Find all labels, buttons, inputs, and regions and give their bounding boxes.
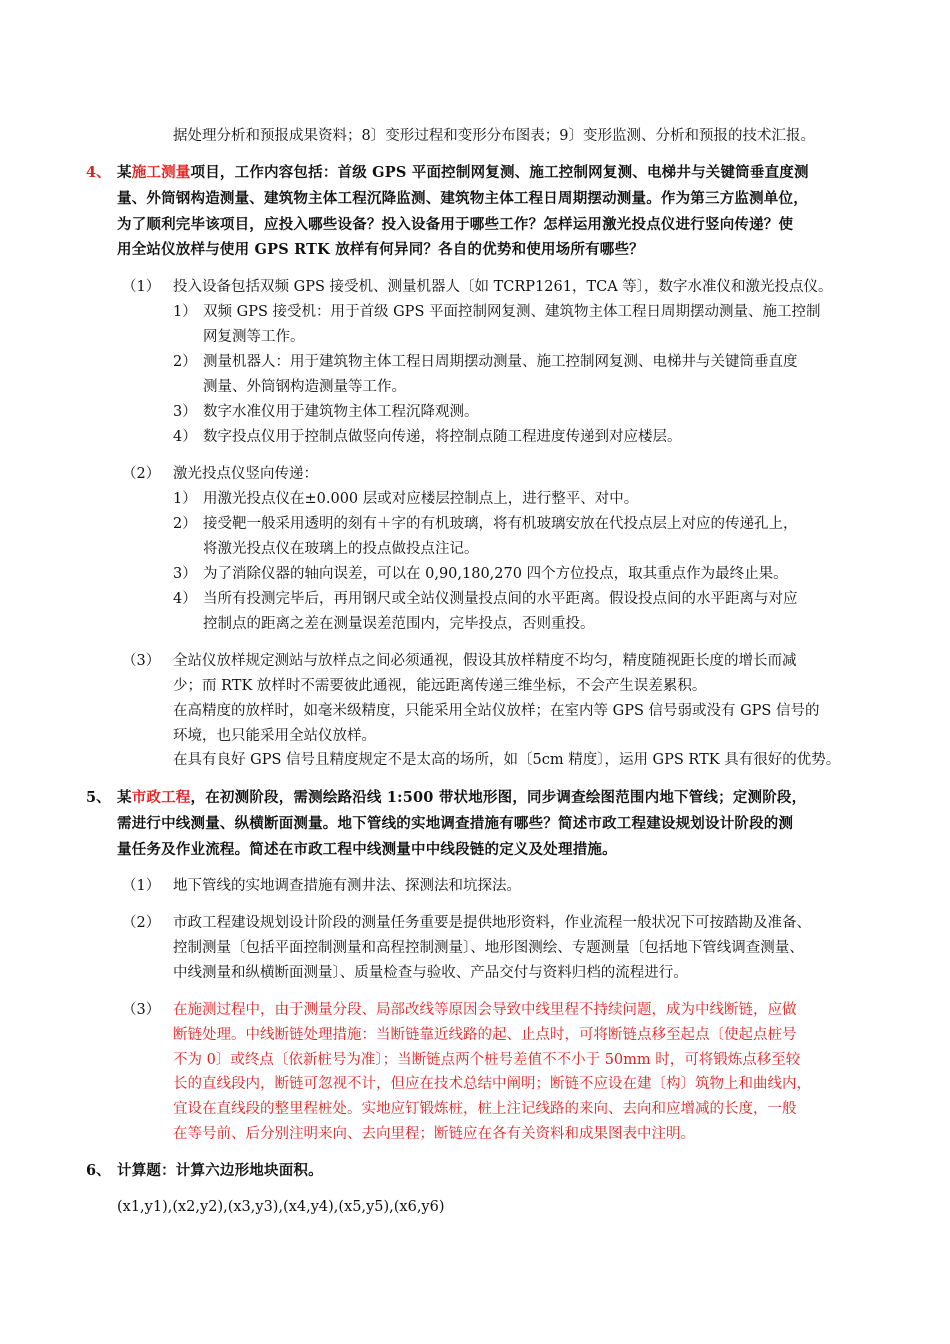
q4-a1-item-1-num: 1） (173, 304, 197, 320)
q4-line-1 (117, 163, 809, 183)
q5-a3-line-4: 长的直线段内，断链可忽视不计，但应在技术总结中阐明；断链不应设在建〔构〕筑物上和曲线内， (173, 1076, 811, 1092)
q4-a2-label: （2） (122, 466, 161, 482)
q5-a1-label: （1） (122, 878, 161, 894)
q4-a2-item-2-line-2: 将激光投点仪在玻璃上的投点做投点注记。 (203, 541, 479, 557)
q4-number: 4、 (86, 164, 111, 181)
q4-a1-item-4-num: 4） (173, 429, 197, 445)
q4-a2-item-1-line-1: 用激光投点仪在±0.000 层或对应楼层控制点上，进行整平、对中。 (203, 491, 639, 507)
q5-a3-line-5: 宜设在直线段的整里程桩处。实地应钉锻炼桩，桩上注记线路的来向、去向和应增减的长度，一般 (173, 1101, 797, 1117)
q4-a1-intro: 投入设备包括双频 GPS 接受机、测量机器人〔如 TCRP1261，TCA 等〕，数字水准仪和激光投点仪。 (173, 279, 833, 295)
q5-a2-line-3: 中线测量和纵横断面测量〕、质量检查与验收、产品交付与资料归档的流程进行。 (173, 965, 688, 981)
q6-number: 6、 (86, 1162, 111, 1179)
q4-a1-item-2-line-1: 测量机器人：用于建筑物主体工程日周期摆动测量、施工控制网复测、电梯井与关键筒垂直度 (203, 354, 798, 370)
q4-a2-item-3-num: 3） (173, 566, 197, 582)
q4-a3-line-2: 少；而 RTK 放样时不需要彼此通视，能远距离传递三维坐标，不会产生误差累积。 (173, 678, 707, 694)
q4-a2-item-4-line-1: 当所有投测完毕后，再用钢尺或全站仪测量投点间的水平距离。假设投点间的水平距离与对应 (203, 591, 798, 607)
q6-title: 计算题：计算六边形地块面积。 (117, 1162, 323, 1179)
q5-a1-line-1: 地下管线的实地调查措施有测井法、探测法和坑探法。 (173, 878, 521, 894)
q5-prefix: 某 (117, 789, 132, 806)
q4-line-3: 为了顺利完毕该项目，应投入哪些设备？投入设备用于哪些工作？怎样运用激光投点仪进行竖向传递？使 (117, 216, 794, 233)
q5-line-2: 需进行中线测量、纵横断面测量。地下管线的实地调查措施有哪些？简述市政工程建设规划设计阶段的测 (117, 815, 794, 832)
q6-coords: (x1,y1),(x2,y2),(x3,y3),(x4,y4),(x5,y5),(x6,y6) (117, 1199, 445, 1215)
q5-highlight: 市政工程 (131, 789, 191, 806)
q4-a2-item-2-line-1: 接受靶一般采用透明的刻有＋字的有机玻璃，将有机玻璃安放在代投点层上对应的传递孔上， (203, 516, 798, 532)
q4-a1-item-3-num: 3） (173, 404, 197, 420)
q4-a2-item-2-num: 2） (173, 516, 197, 532)
q4-a1-item-2-line-2: 测量、外筒钢构造测量等工作。 (203, 379, 406, 395)
q5-a3-label: （3） (122, 1002, 161, 1018)
q4-a1-item-2-num: 2） (173, 354, 197, 370)
q4-a2-item-1-num: 1） (173, 491, 197, 507)
q4-a2-item-3-line-1: 为了消除仪器的轴向误差，可以在 0,90,180,270 四个方位投点，取其重点作为最终止果。 (203, 566, 788, 582)
q4-line-4: 用全站仪放样与使用 GPS RTK 放样有何异同？各自的优势和使用场所有哪些？ (117, 241, 644, 258)
q4-a1-label: （1） (122, 279, 161, 295)
q4-a3-label: （3） (122, 653, 161, 669)
q4-a3-line-5: 在具有良好 GPS 信号且精度规定不是太高的场所，如〔5cm 精度〕，运用 GPS RTK 具有很好的优势。 (173, 752, 841, 768)
q5-text-1: ，在初测阶段，需测绘路沿线 1:500 带状地形图，同步调查绘图范围内地下管线；定测阶段， (190, 789, 807, 806)
q4-a3-line-1: 全站仪放样规定测站与放样点之间必须通视，假设其放样精度不均匀，精度随视距长度的增长而减 (173, 653, 797, 669)
q4-a2-item-4-line-2: 控制点的距离之差在测量误差范围内，完毕投点，否则重投。 (203, 616, 595, 632)
q4-a2-item-4-num: 4） (173, 591, 197, 607)
q4-a1-item-3-line-1: 数字水准仪用于建筑物主体工程沉降观测。 (203, 404, 479, 420)
q4-a1-item-1-line-2: 网复测等工作。 (203, 329, 305, 345)
q5-a3-line-1: 在施测过程中，由于测量分段、局部改线等原因会导致中线里程不持续问题，成为中线断链，应做 (173, 1002, 797, 1018)
q4-a3-line-4: 环境，也只能采用全站仪放样。 (173, 728, 376, 744)
q5-a3-line-6: 在等号前、后分别注明来向、去向里程；断链应在各有关资料和成果图表中注明。 (173, 1126, 695, 1142)
q4-a1-item-4-line-1: 数字投点仪用于控制点做竖向传递，将控制点随工程进度传递到对应楼层。 (203, 429, 682, 445)
q5-line-3: 量任务及作业流程。简述在市政工程中线测量中中线段链的定义及处理措施。 (117, 841, 617, 858)
q4-highlight: 施工测量 (131, 164, 191, 181)
q4-a2-intro: 激光投点仪竖向传递： (173, 466, 318, 482)
q4-a3-line-3: 在高精度的放样时，如毫米级精度，只能采用全站仪放样；在室内等 GPS 信号弱或没有 GPS 信号的 (173, 703, 820, 719)
q5-line-1 (117, 788, 806, 808)
q5-a2-line-1: 市政工程建设规划设计阶段的测量任务重要是提供地形资料，作业流程一般状况下可按踏勘及准备、 (173, 915, 811, 931)
q4-a1-item-1-line-1: 双频 GPS 接受机：用于首级 GPS 平面控制网复测、建筑物主体工程日周期摆动测量、施工控制 (203, 304, 821, 320)
q5-a3-line-3: 不为 0〕或终点〔依新桩号为准〕；当断链点两个桩号差值不不小于 50mm 时，可将锻炼点移至较 (173, 1052, 801, 1068)
q5-a2-line-2: 控制测量〔包括平面控制测量和高程控制测量〕、地形图测绘、专题测量〔包括地下管线调查测量、 (173, 940, 804, 956)
q5-a3-line-2: 断链处理。中线断链处理措施：当断链靠近线路的起、止点时，可将断链点移至起点〔使起点桩号 (173, 1027, 797, 1043)
q5-number: 5、 (86, 789, 111, 806)
q4-prefix: 某 (117, 164, 132, 181)
q5-a2-label: （2） (122, 915, 161, 931)
continuation-text: 据处理分析和预报成果资料；8〕变形过程和变形分布图表；9〕变形监测、分析和预报的技术汇报。 (173, 128, 815, 144)
q4-text-1: 项目，工作内容包括：首级 GPS 平面控制网复测、施工控制网复测、电梯井与关键筒垂直度测 (190, 164, 809, 181)
q4-line-2: 量、外筒钢构造测量、建筑物主体工程沉降监测、建筑物主体工程日周期摆动测量。作为第三方监测单位， (117, 190, 808, 207)
